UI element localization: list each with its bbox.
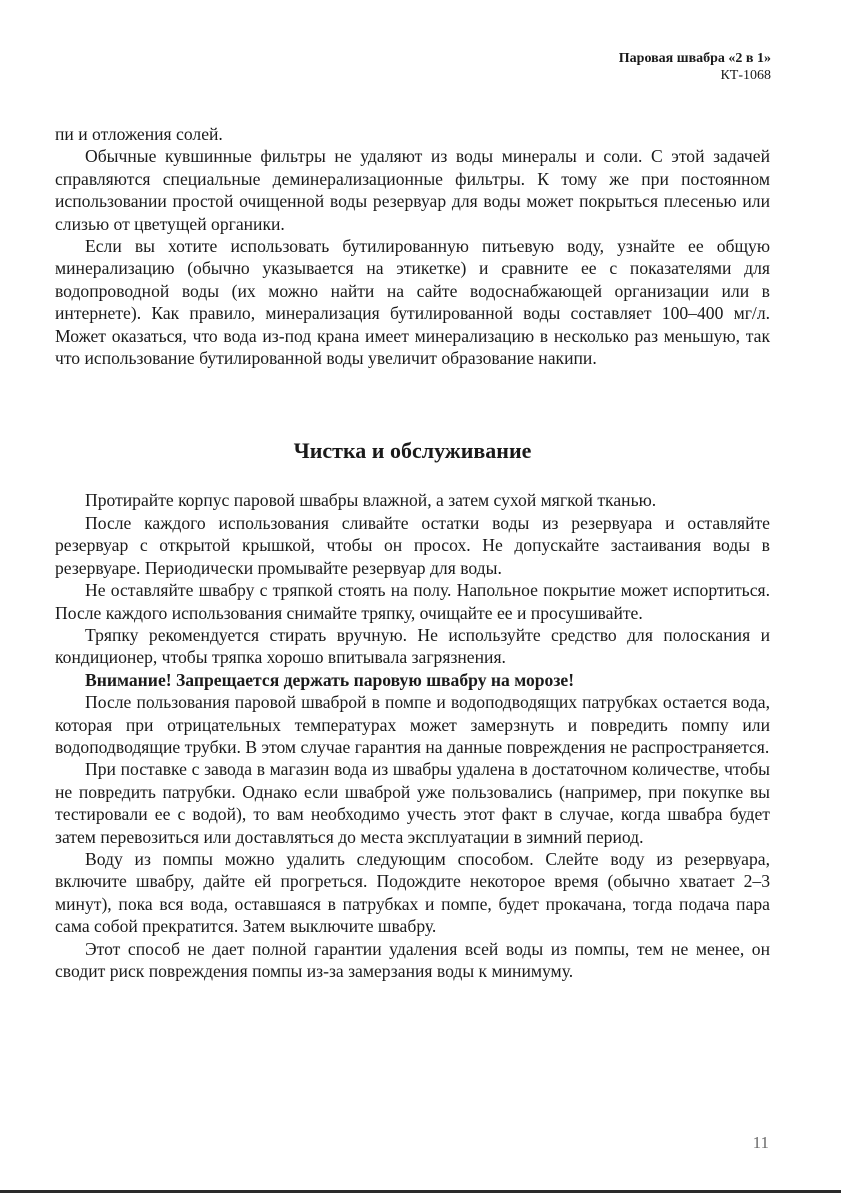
- paragraph: При поставке с завода в магазин вода из швабры удалена в достаточном количестве, чтобы не повредить патрубки. Однако если шваброй уже пользовались (например, при покупке вы тестировали ее с водой), то вам необходимо учесть этот факт в случае, когда швабра будет затем перевозиться или доставляться до места эксплуатации в зимний период.: [55, 759, 770, 847]
- paragraph: Если вы хотите использовать бутилированную питьевую воду, узнайте ее общую минерализацию (обычно указывается на этикетке) и сравните ее с показателями для водопроводной воды (их можно найти на сайте водоснабжающей организации или в интернете). Как правило, минерализация бутилированной воды составляет 100–400 мг/л. Может оказаться, что вода из-под крана имеет минерализацию в несколько раз меньшую, так что использование бутилированной воды увеличит образование накипи.: [55, 236, 770, 369]
- paragraph: После пользования паровой шваброй в помпе и водоподводящих патрубках остается вода, которая при отрицательных температурах может замерзнуть и повредить помпу или водоподводящие трубки. В этом случае гарантия на данные повреждения не распространяется.: [55, 692, 770, 757]
- paragraph: Не оставляйте швабру с тряпкой стоять на полу. Напольное покрытие может испортиться. После каждого использования снимайте тряпку, очищайте ее и просушивайте.: [55, 580, 770, 623]
- header-title: Паровая швабра «2 в 1»: [618, 51, 771, 66]
- paragraph: Этот способ не дает полной гарантии удаления всей воды из помпы, тем не менее, он сводит риск повреждения помпы из-за замерзания воды к минимуму.: [55, 938, 770, 981]
- warning-paragraph: Внимание! Запрещается держать паровую швабру на морозе!: [85, 669, 575, 690]
- section-title: Чистка и обслуживание: [293, 438, 532, 464]
- paragraph: Обычные кувшинные фильтры не удаляют из воды минералы и соли. С этой задачей справляются специальные деминерализационные фильтры. К тому же при постоянном использовании простой очищенной воды резервуар для воды может покрыться плесенью или слизью от цветущей органики.: [55, 146, 770, 234]
- page-number: 11: [752, 1133, 769, 1152]
- paragraph: пи и отложения солей.: [55, 124, 223, 144]
- paragraph: Воду из помпы можно удалить следующим способом. Слейте воду из резервуара, включите швабру, дайте ей прогреться. Подождите некоторое время (обычно хватает 2–3 минут), пока вся вода, оставшаяся в патрубках и помпе, будет прокачана, тогда подача пара сама собой прекратится. Затем выключите швабру.: [55, 848, 770, 937]
- header-model: КТ-1068: [720, 68, 771, 83]
- paragraph: После каждого использования сливайте остатки воды из резервуара и оставляйте резервуар с открытой крышкой, чтобы он просох. Не допускайте застаивания воды в резервуаре. Периодически промывайте резервуар для воды.: [55, 512, 770, 578]
- running-header: [619, 50, 771, 84]
- page-body: [55, 123, 770, 982]
- paragraph: Протирайте корпус паровой швабры влажной, а затем сухой мягкой тканью.: [85, 490, 657, 511]
- paragraph: Тряпку рекомендуется стирать вручную. Не используйте средство для полоскания и кондиционер, чтобы тряпка хорошо впитывала загрязнения.: [55, 624, 770, 668]
